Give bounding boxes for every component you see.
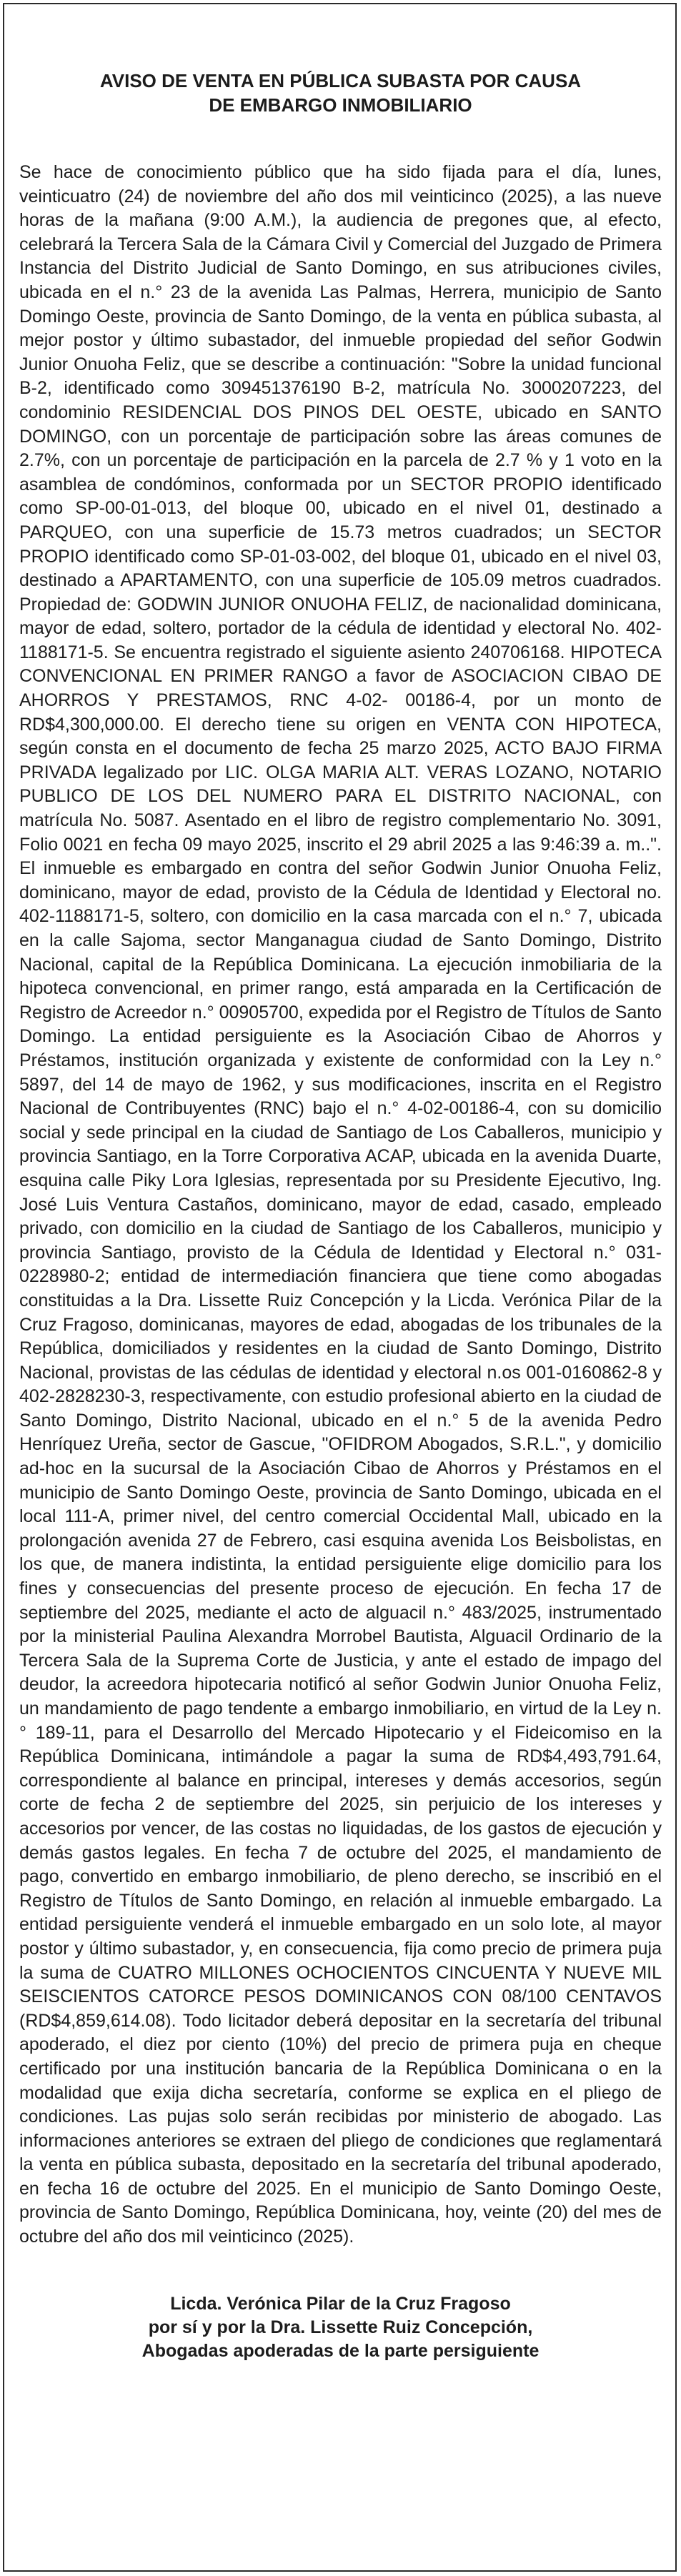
legal-notice bbox=[19, 69, 662, 2363]
notice-title bbox=[19, 69, 662, 117]
signature-block bbox=[19, 2292, 662, 2363]
notice-body: Se hace de conocimiento público que ha sido fijada para el día, lunes, veinticuatro (24) de noviembre del año dos mil veinticinco (2025), a las nueve horas de la mañana (9:00 A.M.), la audiencia de pregones que, al efecto, celebrará la Tercera Sala de la Cámara Civil y Comercial del Juzgado de Primera Instancia del Distrito Judicial de Santo Domingo, en sus atribuciones civiles, ubicada en el n.° 23 de la avenida Las Palmas, Herrera, municipio de Santo Domingo Oeste, provincia de Santo Domingo, de la venta en pública subasta, al mejor postor y último subastador, del inmueble propiedad del señor Godwin Junior Onuoha Feliz, que se describe a continuación: "Sobre la unidad funcional B-2, identificado como 309451376190 B-2, matrícula No. 3000207223, del condominio RESIDENCIAL DOS PINOS DEL OESTE, ubicado en SANTO DOMINGO, con un porcentaje de participación sobre las áreas comunes de 2.7%, con un porcentaje de participación en la parcela de 2.7 % y 1 voto en la asamblea de condóminos, conformada por un SECTOR PROPIO identificado como SP-00-01-013, del bloque 00, ubicado en el nivel 01, destinado a PARQUEO, con una superficie de 15.73 metros cuadrados; un SECTOR PROPIO identificado como SP-01-03-002, del bloque 01, ubicado en el nivel 03, destinado a APARTAMENTO, con una superficie de 105.09 metros cuadrados. Propiedad de: GODWIN JUNIOR ONUOHA FELIZ, de nacionalidad dominicana, mayor de edad, soltero, portador de la cédula de identidad y electoral No. 402-1188171-5. Se encuentra registrado el siguiente asiento 240706168. HIPOTECA CONVENCIONAL EN PRIMER RANGO a favor de ASOCIACION CIBAO DE AHORROS Y PRESTAMOS, RNC 4-02- 00186-4, por un monto de RD$4,300,000.00. El derecho tiene su origen en VENTA CON HIPOTECA, según consta en el documento de fecha 25 marzo 2025, ACTO BAJO FIRMA PRIVADA legalizado por LIC. OLGA MARIA ALT. VERAS LOZANO, NOTARIO PUBLICO DE LOS DEL NUMERO PARA EL DISTRITO NACIONAL, con matrícula No. 5087. Asentado en el libro de registro complementario No. 3091, Folio 0021 en fecha 09 mayo 2025, inscrito el 29 abril 2025 a las 9:46:39 a. m..". El inmueble es embargado en contra del señor Godwin Junior Onuoha Feliz, dominicano, mayor de edad, provisto de la Cédula de Identidad y Electoral no. 402-1188171-5, soltero, con domicilio en la casa marcada con el n.° 7, ubicada en la calle Sajoma, sector Manganagua ciudad de Santo Domingo, Distrito Nacional, capital de la República Dominicana. La ejecución inmobiliaria de la hipoteca convencional, en primer rango, está amparada en la Certificación de Registro de Acreedor n.° 00905700, expedida por el Registro de Títulos de Santo Domingo. La entidad persiguiente es la Asociación Cibao de Ahorros y Préstamos, institución organizada y existente de conformidad con la Ley n.° 5897, del 14 de mayo de 1962, y sus modificaciones, inscrita en el Registro Nacional de Contribuyentes (RNC) bajo el n.° 4-02-00186-4, con su domicilio social y sede principal en la ciudad de Santiago de Los Caballeros, municipio y provincia Santiago, en la Torre Corporativa ACAP, ubicada en la avenida Duarte, esquina calle Piky Lora Iglesias, representada por su Presidente Ejecutivo, Ing. José Luis Ventura Castaños, dominicano, mayor de edad, casado, empleado privado, con domicilio en la ciudad de Santiago de los Caballeros, municipio y provincia Santiago, provisto de la Cédula de Identidad y Electoral n.° 031-0228980-2; entidad de intermediación financiera que tiene como abogadas constituidas a la Dra. Lissette Ruiz Concepción y la Licda. Verónica Pilar de la Cruz Fragoso, dominicanas, mayores de edad, abogadas de los tribunales de la República, domiciliados y residentes en la ciudad de Santo Domingo, Distrito Nacional, provistas de las cédulas de identidad y electoral n.os 001-0160862-8 y 402-2828230-3, respectivamente, con estudio profesional abierto en la ciudad de Santo Domingo, Distrito Nacional, ubicado en el n.° 5 de la avenida Pedro Henríquez Ureña, sector de Gascue, "OFIDROM Abogados, S.R.L.", y domicilio ad-hoc en la sucursal de la Asociación Cibao de Ahorros y Préstamos en el municipio de Santo Domingo Oeste, provincia de Santo Domingo, ubicada en el local 111-A, primer nivel, del centro comercial Occidental Mall, ubicado en la prolongación avenida 27 de Febrero, casi esquina avenida Los Beisbolistas, en los que, de manera indistinta, la entidad persiguiente elige domicilio para los fines y consecuencias del presente proceso de ejecución. En fecha 17 de septiembre del 2025, mediante el acto de alguacil n.° 483/2025, instrumentado por la ministerial Paulina Alexandra Morrobel Bautista, Alguacil Ordinario de la Tercera Sala de la Suprema Corte de Justicia, y ante el estado de impago del deudor, la acreedora hipotecaria notificó al señor Godwin Junior Onuoha Feliz, un mandamiento de pago tendente a embargo inmobiliario, en virtud de la Ley n.° 189-11, para el Desarrollo del Mercado Hipotecario y el Fideicomiso en la República Dominicana, intimándole a pagar la suma de RD$4,493,791.64, correspondiente al balance en principal, intereses y demás accesorios, según corte de fecha 2 de septiembre del 2025, sin perjuicio de los intereses y accesorios por vencer, de las costas no liquidadas, de los gastos de ejecución y demás gastos legales. En fecha 7 de octubre del 2025, el mandamiento de pago, convertido en embargo inmobiliario, de pleno derecho, se inscribió en el Registro de Títulos de Santo Domingo, en relación al inmueble embargado. La entidad persiguiente venderá el inmueble embargado en un solo lote, al mayor postor y último subastador, y, en consecuencia, fija como precio de primera puja la suma de CUATRO MILLONES OCHOCIENTOS CINCUENTA Y NUEVE MIL SEISCIENTOS CATORCE PESOS DOMINICANOS CON 08/100 CENTAVOS (RD$4,859,614.08). Todo licitador deberá depositar en la secretaría del tribunal apoderado, el diez por ciento (10%) del precio de primera puja en cheque certificado por una institución bancaria de la República Dominicana o en la modalidad que exija dicha secretaría, conforme se explica en el pliego de condiciones. Las pujas solo serán recibidas por ministerio de abogado. Las informaciones anteriores se extraen del pliego de condiciones que reglamentará la venta en pública subasta, depositado en la secretaría del tribunal apoderado, en fecha 16 de octubre del 2025. En el municipio de Santo Domingo Oeste, provincia de Santo Domingo, República Dominicana, hoy, veinte (20) del mes de octubre del año dos mil veinticinco (2025). bbox=[19, 162, 662, 2247]
notice-title-line-2: DE EMBARGO INMOBILIARIO bbox=[209, 94, 472, 116]
signature-role: Abogadas apoderadas de la parte persiguiente bbox=[141, 2340, 540, 2361]
signature-on-behalf: por sí y por la Dra. Lissette Ruiz Concepción, bbox=[148, 2317, 533, 2337]
signature-name: Licda. Verónica Pilar de la Cruz Fragoso bbox=[170, 2293, 511, 2314]
notice-title-line-1: AVISO DE VENTA EN PÚBLICA SUBASTA POR CAUSA bbox=[99, 70, 582, 91]
